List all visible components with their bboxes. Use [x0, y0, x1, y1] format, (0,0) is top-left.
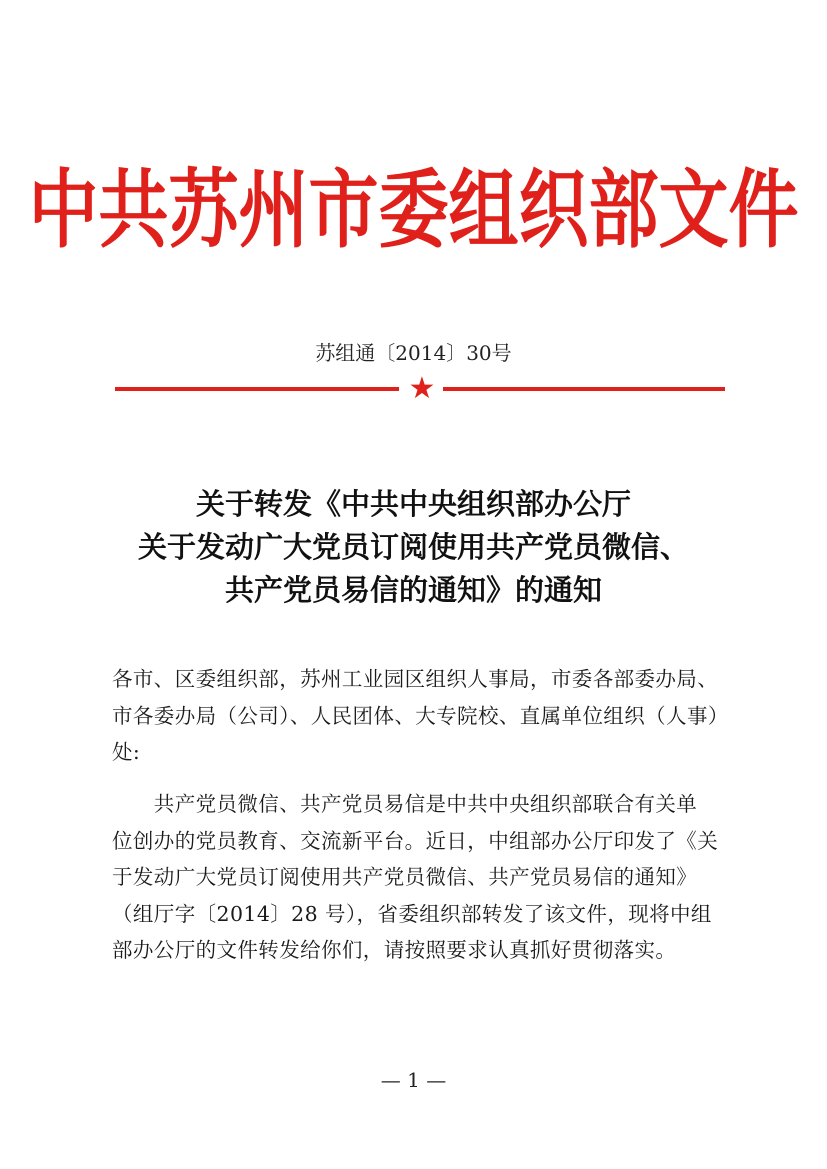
body-paragraph — [112, 786, 724, 969]
title-line: 共产党员易信的通知》的通知 — [224, 573, 602, 607]
text-line: 于发动广大党员订阅使用共产党员微信、共产党员易信的通知》 — [112, 865, 698, 889]
page-number: — 1 — — [380, 1068, 447, 1092]
text-line: 各市、区委组织部，苏州工业园区组织人事局，市委各部委办局、 — [112, 667, 719, 691]
title-line: 关于转发《中共中央组织部办公厅 — [195, 487, 631, 521]
text-line: 市各委办局（公司）、人民团体、大专院校、直属单位组织（人事） — [112, 703, 729, 728]
star-icon: ★ — [408, 371, 436, 406]
red-rule-right — [443, 387, 725, 391]
text-line: 处: — [112, 740, 141, 764]
text-line: 部办公厅的文件转发给你们，请按照要求认真抓好贯彻落实。 — [112, 938, 677, 962]
addressee-paragraph — [112, 661, 729, 771]
masthead-title: 中共苏州市委组织部文件 — [28, 158, 799, 261]
text-line: 共产党员微信、共产党员易信是中共中央组织部联合有关单 — [112, 792, 698, 816]
red-rule-left — [115, 387, 399, 391]
text-line: 位创办的党员教育、交流新平台。近日，中组部办公厅印发了《关 — [112, 828, 719, 853]
title-line: 关于发动广大党员订阅使用共产党员微信、 — [137, 530, 689, 564]
document-number: 苏组通〔2014〕30号 — [315, 341, 512, 365]
text-line: （组厅字〔2014〕28 号），省委组织部转发了该文件，现将中组 — [112, 901, 712, 926]
document-title — [100, 483, 727, 612]
